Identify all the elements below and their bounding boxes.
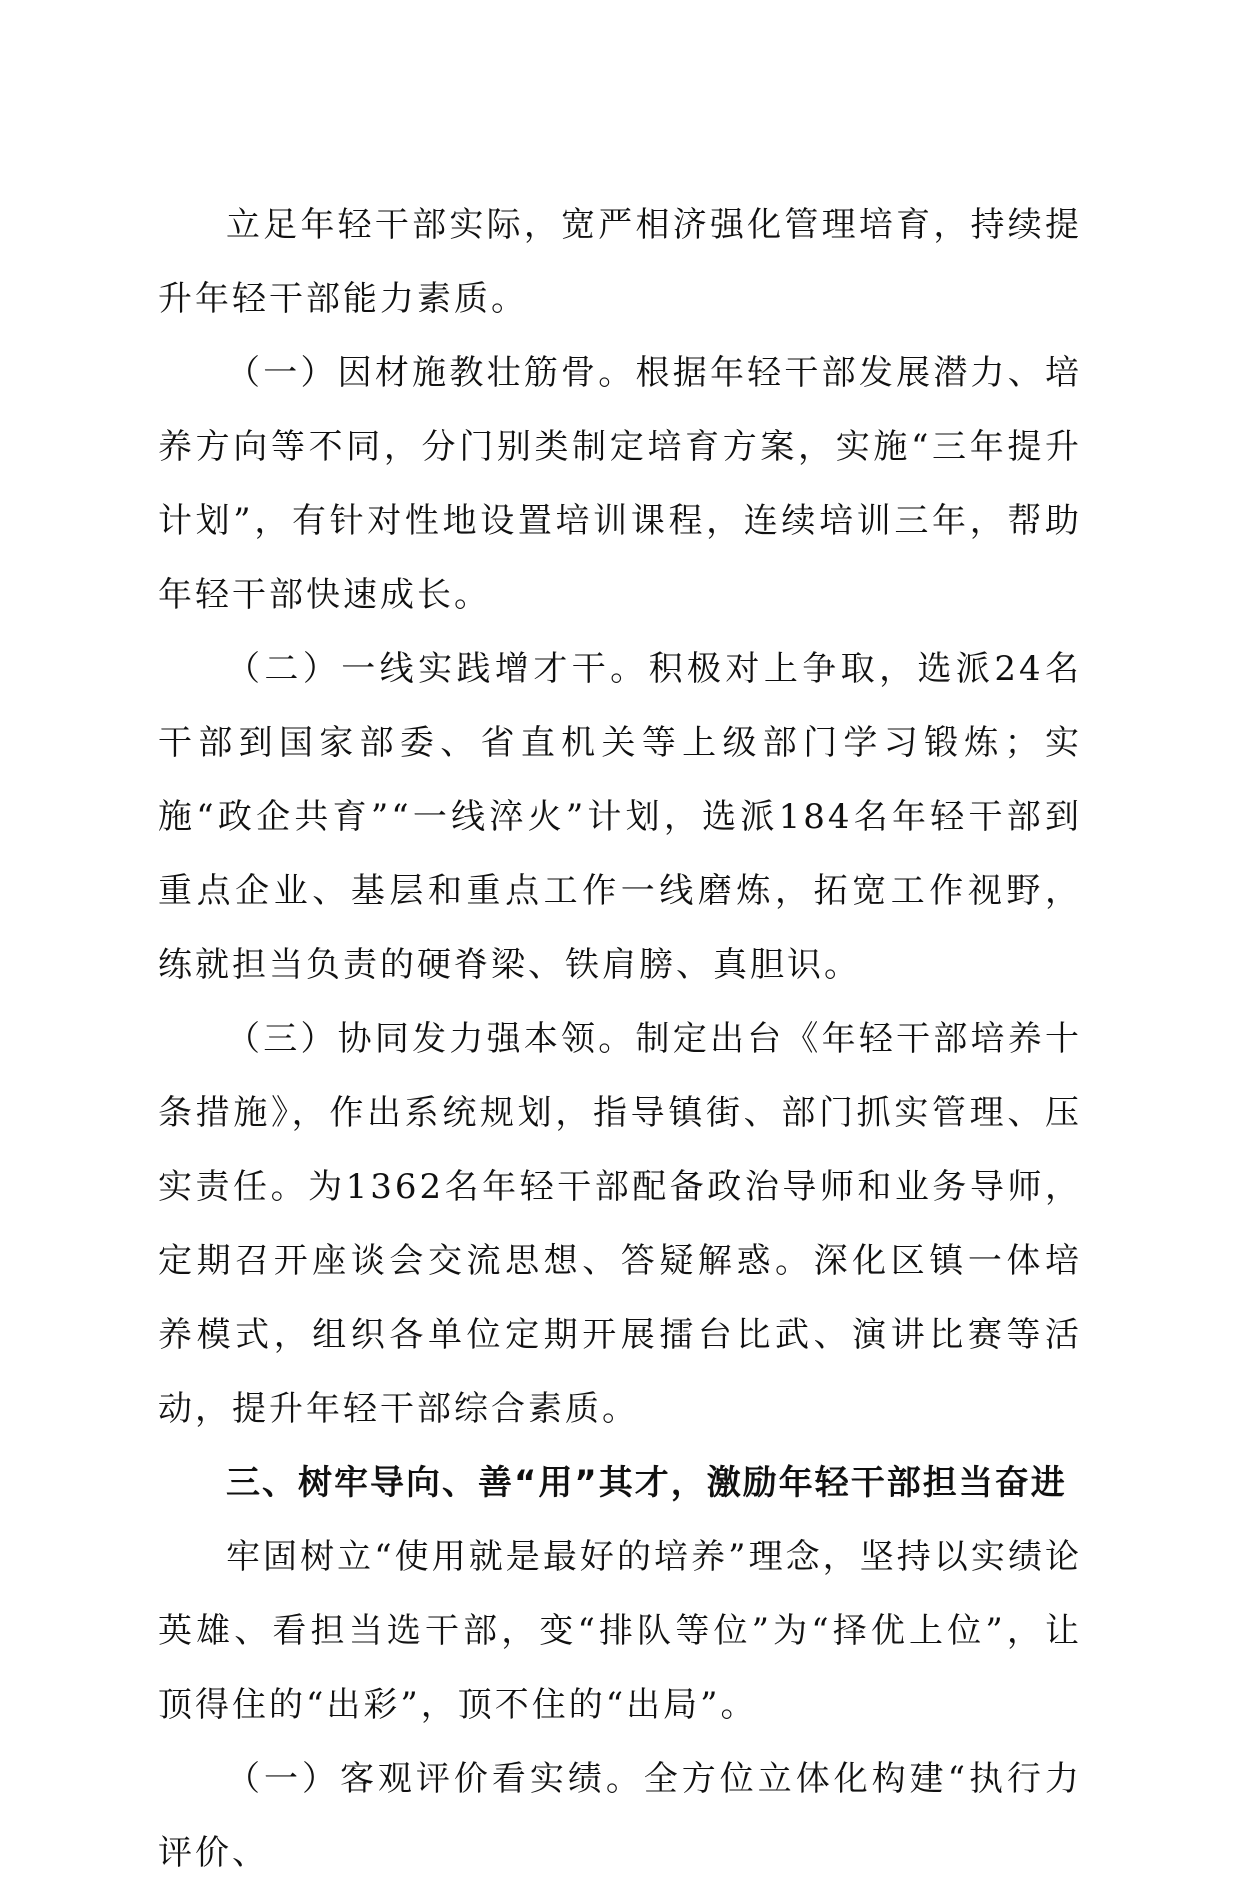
paragraph-intro: 立足年轻干部实际，宽严相济强化管理培育，持续提升年轻干部能力素质。 (158, 205, 1082, 319)
paragraph-section-three-intro: 牢固树立“使用就是最好的培养”理念，坚持以实绩论英雄、看担当选干部，变“排队等位”为“择优上位”，让顶得住的“出彩”，顶不住的“出局”。 (158, 1537, 1082, 1725)
document-body (158, 188, 1082, 1890)
paragraph-section-1: （一）因材施教壮筋骨。根据年轻干部发展潜力、培养方向等不同，分门别类制定培育方案，实施“三年提升计划”，有针对性地设置培训课程，连续培训三年，帮助年轻干部快速成长。 (158, 353, 1082, 615)
section-heading-three: 三、树牢导向、善“用”其才，激励年轻干部担当奋进 (226, 1463, 1067, 1503)
paragraph-section-three-1: （一）客观评价看实绩。全方位立体化构建“执行力评价、 (158, 1759, 1082, 1873)
paragraph-section-3: （三）协同发力强本领。制定出台《年轻干部培养十条措施》，作出系统规划，指导镇街、部门抓实管理、压实责任。为1362名年轻干部配备政治导师和业务导师，定期召开座谈会交流思想、答疑解惑。深化区镇一体培养模式，组织各单位定期开展擂台比武、演讲比赛等活动，提升年轻干部综合素质。 (158, 1019, 1082, 1429)
paragraph-section-2: （二）一线实践增才干。积极对上争取，选派24名干部到国家部委、省直机关等上级部门学习锻炼；实施“政企共育”“一线淬火”计划，选派184名年轻干部到重点企业、基层和重点工作一线磨炼，拓宽工作视野，练就担当负责的硬脊梁、铁肩膀、真胆识。 (158, 649, 1082, 985)
